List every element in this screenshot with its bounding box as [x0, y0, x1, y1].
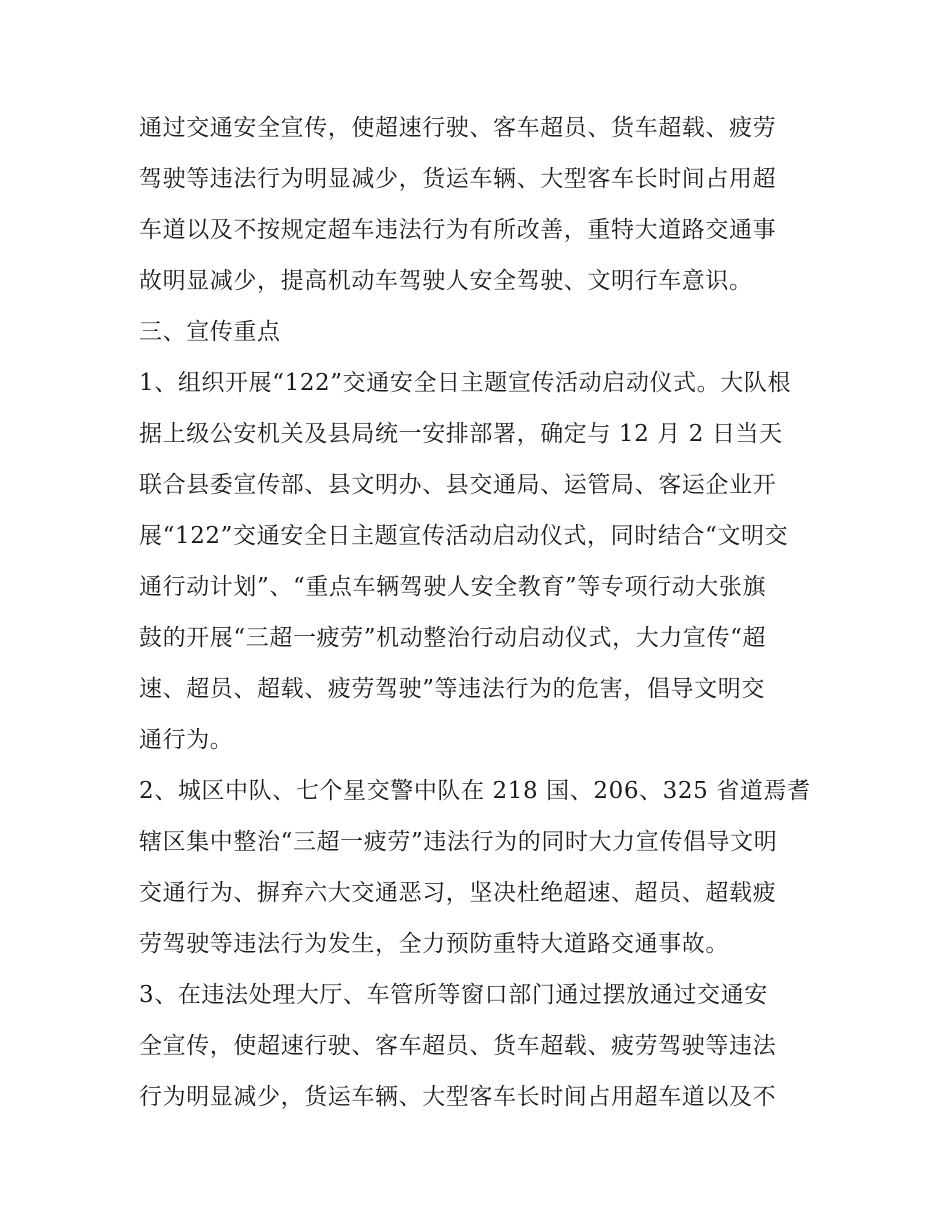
document-body [139, 103, 819, 1123]
text-line: 辖区集中整治“三超一疲劳”违法行为的同时大力宣传倡导文明 [139, 829, 778, 855]
text-line: 2、城区中队、七个星交警中队在 218 国、206、325 省道焉耆 [139, 778, 811, 804]
text-line: 鼓的开展“三超一疲劳”机动整治行动启动仪式，大力宣传“超 [139, 625, 767, 651]
text-line: 交通行为、摒弃六大交通恶习，坚决杜绝超速、超员、超载疲 [139, 880, 777, 906]
text-line: 车道以及不按规定超车违法行为有所改善，重特大道路交通事 [139, 217, 777, 243]
text-line: 速、超员、超载、疲劳驾驶”等违法行为的危害，倡导文明交 [139, 676, 765, 702]
text-line: 行为明显减少，货运车辆、大型客车长时间占用超车道以及不 [139, 1084, 777, 1110]
text-line: 故明显减少，提高机动车驾驶人安全驾驶、文明行车意识。 [139, 268, 753, 294]
text-line: 通行为。 [139, 727, 234, 753]
section-heading: 三、宣传重点 [139, 319, 281, 345]
text-line: 通行动计划”、“重点车辆驾驶人安全教育”等专项行动大张旗 [139, 574, 767, 600]
text-line: 3、在违法处理大厅、车管所等窗口部门通过摆放通过交通安 [139, 982, 768, 1008]
text-line: 驾驶等违法行为明显减少，货运车辆、大型客车长时间占用超 [139, 166, 777, 192]
text-line: 1、组织开展“122”交通安全日主题宣传活动启动仪式。大队根 [139, 370, 792, 396]
text-line: 通过交通安全宣传，使超速行驶、客车超员、货车超载、疲劳 [139, 115, 777, 141]
text-line: 据上级公安机关及县局统一安排部署，确定与 12 月 2 日当天 [139, 421, 783, 447]
text-line: 联合县委宣传部、县文明办、县交通局、运管局、客运企业开 [139, 472, 777, 498]
text-line: 全宣传，使超速行驶、客车超员、货车超载、疲劳驾驶等违法 [139, 1033, 777, 1059]
text-line: 劳驾驶等违法行为发生，全力预防重特大道路交通事故。 [139, 931, 729, 957]
text-line: 展“122”交通安全日主题宣传活动启动仪式，同时结合“文明交 [139, 523, 789, 549]
